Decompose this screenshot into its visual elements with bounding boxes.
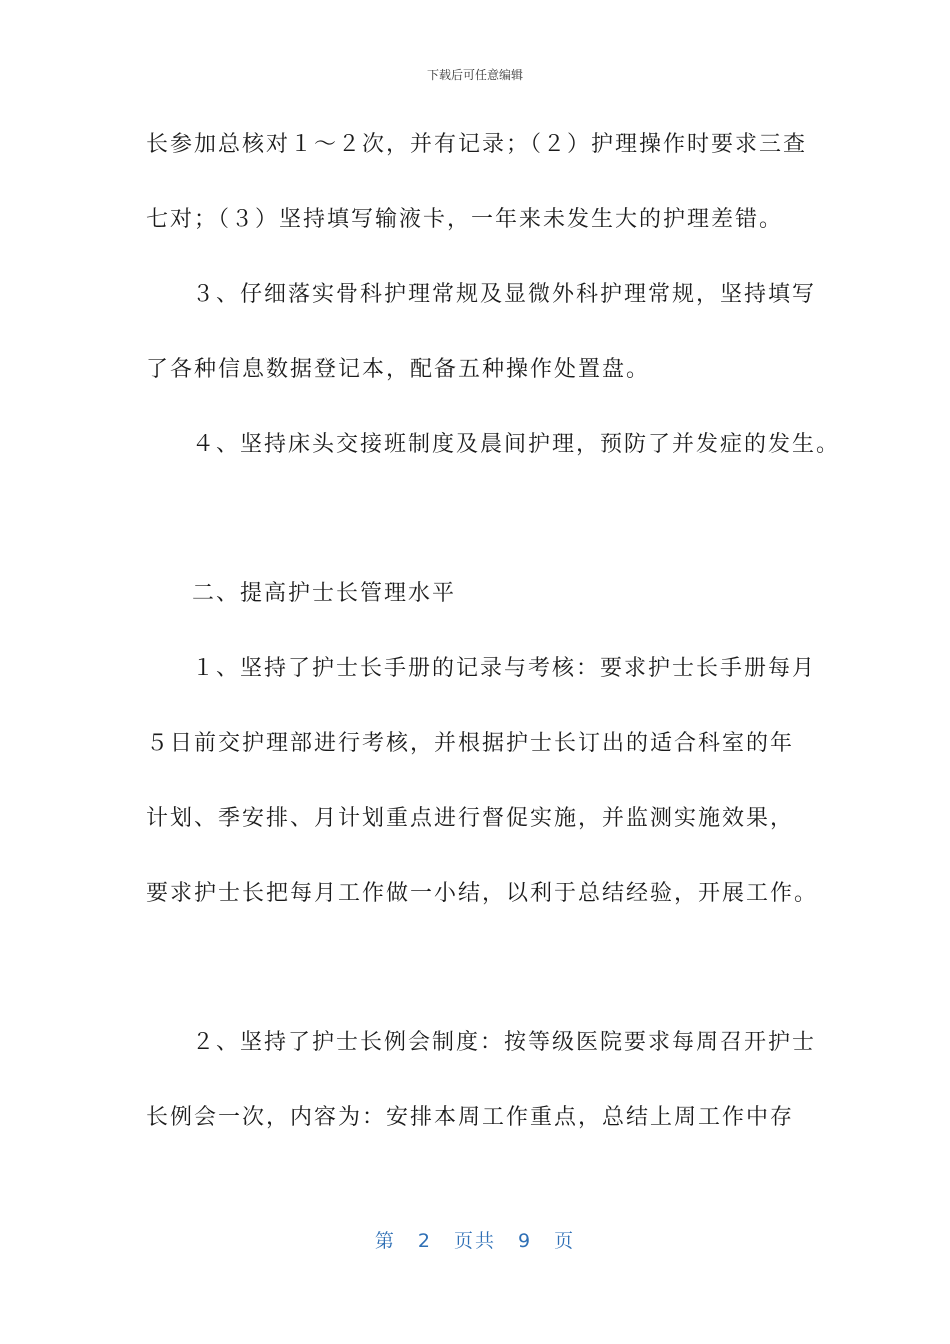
body-line-4: 了各种信息数据登记本，配备五种操作处置盘。 (146, 357, 651, 382)
body-line-9: 计划、季安排、月计划重点进行督促实施，并监测实施效果， (146, 806, 795, 831)
page-header: 下载后可任意编辑 (426, 68, 523, 82)
body-line-12: 长例会一次，内容为：安排本周工作重点，总结上周工作中存 (146, 1105, 795, 1130)
body-line-2: 七对；（３）坚持填写输液卡，一年来未发生大的护理差错。 (146, 207, 784, 232)
body-line-3: ３、仔细落实骨科护理常规及显微外科护理常规，坚持填写 (192, 282, 817, 307)
body-line-10: 要求护士长把每月工作做一小结，以利于总结经验，开展工作。 (146, 881, 819, 906)
page-number-footer: 第 2 页共 9 页 (374, 1230, 576, 1252)
body-line-8: ５日前交护理部进行考核，并根据护士长订出的适合科室的年 (146, 731, 795, 756)
body-line-7: １、坚持了护士长手册的记录与考核：要求护士长手册每月 (192, 656, 817, 681)
body-line-11: ２、坚持了护士长例会制度：按等级医院要求每周召开护士 (192, 1030, 817, 1055)
body-line-5: ４、坚持床头交接班制度及晨间护理，预防了并发症的发生。 (192, 432, 841, 457)
body-line-1: 长参加总核对１～２次，并有记录；（２）护理操作时要求三查 (146, 132, 808, 157)
section-heading: 二、提高护士长管理水平 (192, 581, 457, 606)
